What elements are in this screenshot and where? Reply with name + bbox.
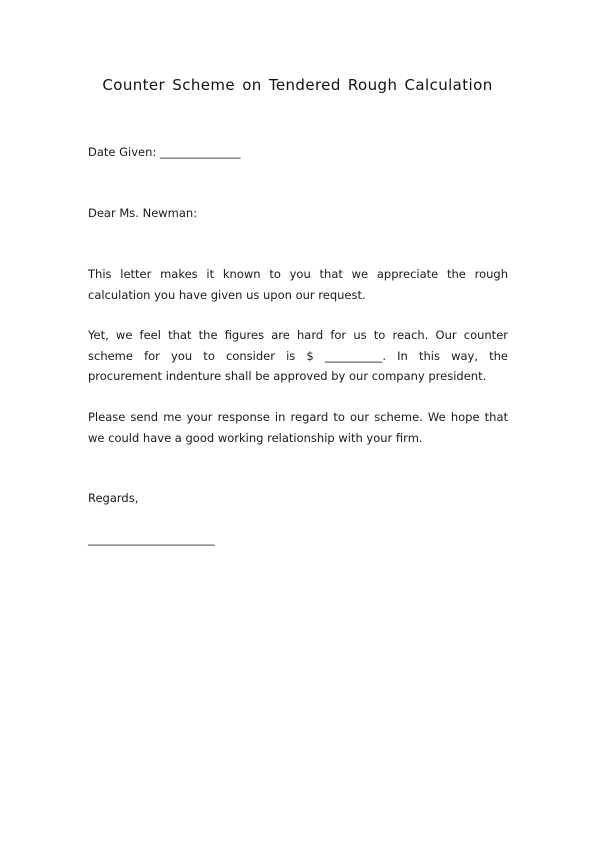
date-given-line [88,142,508,163]
paragraph-line: calculation you have given us upon our request. [88,287,366,302]
paragraph-line: we could have a good working relationship with your firm. [88,430,423,445]
closing [88,488,508,509]
paragraph-line: scheme for you to consider is $ __________. In this way, the [88,348,508,363]
paragraph-line: Yet, we feel that the figures are hard for us to reach. Our counter [88,328,508,342]
paragraph-appreciation [88,264,508,305]
paragraph-line: procurement indenture shall be approved by our company president. [88,369,487,383]
date-given-text: Date Given: ______________ [88,145,241,159]
paragraph-line: Please send me your response in regard to our scheme. We hope that [88,410,508,424]
salutation [88,203,508,224]
signature-line [88,529,508,550]
closing-text: Regards, [88,491,139,505]
salutation-text: Dear Ms. Newman: [88,206,198,220]
paragraph-counter-scheme [88,325,508,387]
paragraph-request-response [88,407,508,448]
signature-blank: ______________________ [88,532,215,546]
document-title: Counter Scheme on Tendered Rough Calculation [102,76,493,94]
paragraph-line: This letter makes it known to you that we appreciate the rough [88,267,508,281]
